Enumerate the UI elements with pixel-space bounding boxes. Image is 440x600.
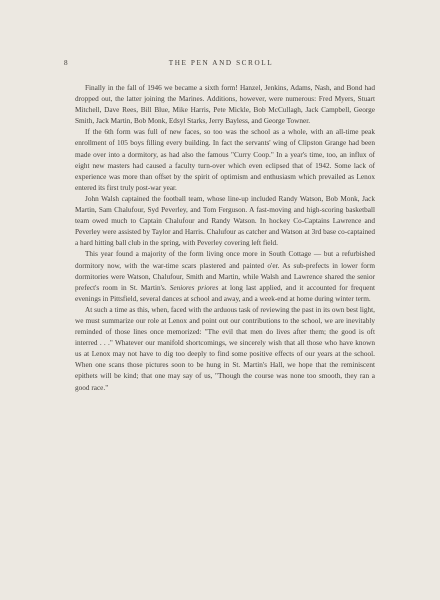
paragraph-enrollment [75, 127, 375, 194]
paragraph-text: Finally in the fall of 1946 we became a sixth form! Hanzel, Jenkins, Adams, Nash, and Bond had dropped out, the latter joining the Marines. Additions, however, were numerous: Fred Myers, Stuart Mitchell, Dave Rees, Bill Blue, Mike Harris, Pete Mickle, Bob McCullagh, Jack Campbell, George Smith, Jack Martin, Bob Monk, Edsyl Starks, Jerry Bayless, and George Towner. [75, 84, 375, 126]
running-header [64, 59, 378, 71]
paragraph-sixth-form [75, 83, 375, 127]
italic-phrase: Seniores priores [169, 283, 219, 292]
paragraph-reflection [75, 305, 375, 394]
running-title: THE PEN AND SCROLL [168, 59, 274, 67]
paragraph-text: at long last applied, and it accounted for frequent evenings in Pittsfield, several dances at school and away, and a week-end at home during winter term. [75, 283, 375, 303]
paragraph-south-cottage [75, 249, 375, 304]
paragraph-text: John Walsh captained the football team, whose line-up included Randy Watson, Bob Monk, Jack Martin, Sam Chalufour, Syd Peverley, and Tom Ferguson. A fast-moving and high-scoring basketball team owed much to Captain Chalufour and Randy Watson. In hockey Co-Captains Lawrence and Peverley were assisted by Taylor and Harris. Chalufour as catcher and Watson at 3rd base co-captained a hard hitting ball club in the spring, with Peverley covering left field. [75, 194, 375, 248]
paragraph-text: If the 6th form was full of new faces, so too was the school as a whole, with an all-time peak enrollment of 105 boys filling every building. In fact the servants' wing of Clipston Grange had been made over into a dormitory, as had also the famous "Curry Coop." In a year's time, too, an influx of eight new masters had caused a faculty turn-over which even eclipsed that of 1942. Some lack of experience was more than offset by the spirit of optimism and enthusiasm which prevailed as Lenox entered its first truly post-war year. [75, 128, 375, 192]
paragraph-text: At such a time as this, when, faced with the arduous task of reviewing the past in its own best light, we must summarize our role at Lenox and point out our contributions to the school, we are inevitably reminded of those lines once memorized: "The evil that men do lives after them; the good is oft interred . . ." Whatever our manifold shortcomings, we sincerely wish that all those who have known us at Lenox may not have to dig too deeply to find some positive effects of our years at the school. When one scans those pictures soon to be hung in St. Martin's Hall, we hope that the reminiscent epithets will be kind; that one may say of us, "Though the course was none too smooth, they ran a good race." [75, 305, 375, 392]
paragraph-text: This year found a majority of the form living once more in South Cottage — but a refurbished dormitory now, with the war-time scars plastered and painted o'er. As sub-prefects in lower form dormitories were Watson, Chalufour, Smith and Martin, while Walsh and Lawrence shared the senior prefect's room in St. Martin's. [75, 250, 375, 292]
page-number: 8 [64, 59, 68, 67]
article-body [75, 83, 375, 394]
paragraph-athletics [75, 194, 375, 249]
